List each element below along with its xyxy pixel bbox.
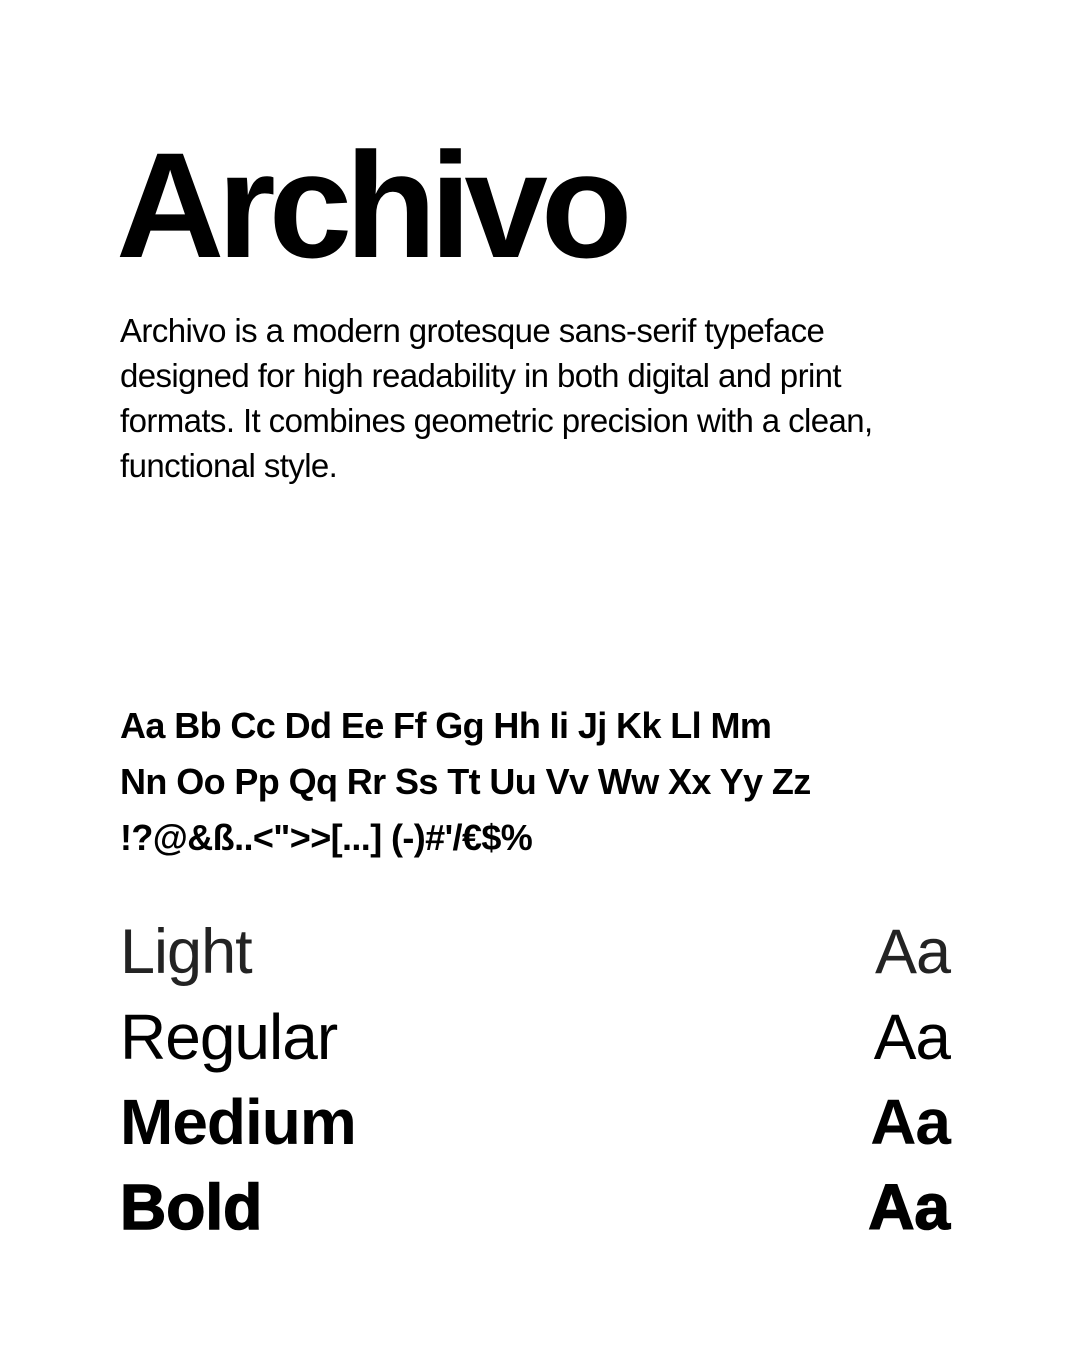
weight-sample-regular: Aa bbox=[873, 1001, 950, 1073]
weight-name-bold: Bold bbox=[120, 1171, 263, 1243]
weight-sample-medium: Aa bbox=[870, 1086, 950, 1158]
weight-sample-light: Aa bbox=[874, 917, 950, 987]
specimen-line-2: Nn Oo Pp Qq Rr Ss Tt Uu Vv Ww Xx Yy Zz bbox=[120, 761, 811, 802]
weight-row-regular bbox=[120, 995, 950, 1080]
typeface-specimen-page bbox=[116, 0, 950, 1350]
weight-sample-bold: Aa bbox=[868, 1171, 950, 1243]
weight-list bbox=[120, 910, 950, 1250]
weight-row-bold bbox=[120, 1165, 950, 1250]
weight-name-regular: Regular bbox=[120, 1001, 338, 1073]
typeface-description: Archivo is a modern grotesque sans-serif typeface designed for high readability in both digital and print formats. It combines geometric precision with a clean, functional style. bbox=[120, 312, 873, 484]
weight-name-medium: Medium bbox=[120, 1086, 356, 1158]
specimen-line-1: Aa Bb Cc Dd Ee Ff Gg Hh Ii Jj Kk Ll Mm bbox=[120, 705, 772, 746]
typeface-title: Archivo bbox=[116, 121, 626, 289]
weight-row-medium bbox=[120, 1080, 950, 1165]
specimen-line-3: !?@&ß..<">>[...] (-)#'/€$% bbox=[120, 817, 533, 858]
weight-row-light bbox=[120, 910, 950, 995]
character-specimen bbox=[120, 698, 950, 866]
weight-name-light: Light bbox=[120, 917, 252, 987]
